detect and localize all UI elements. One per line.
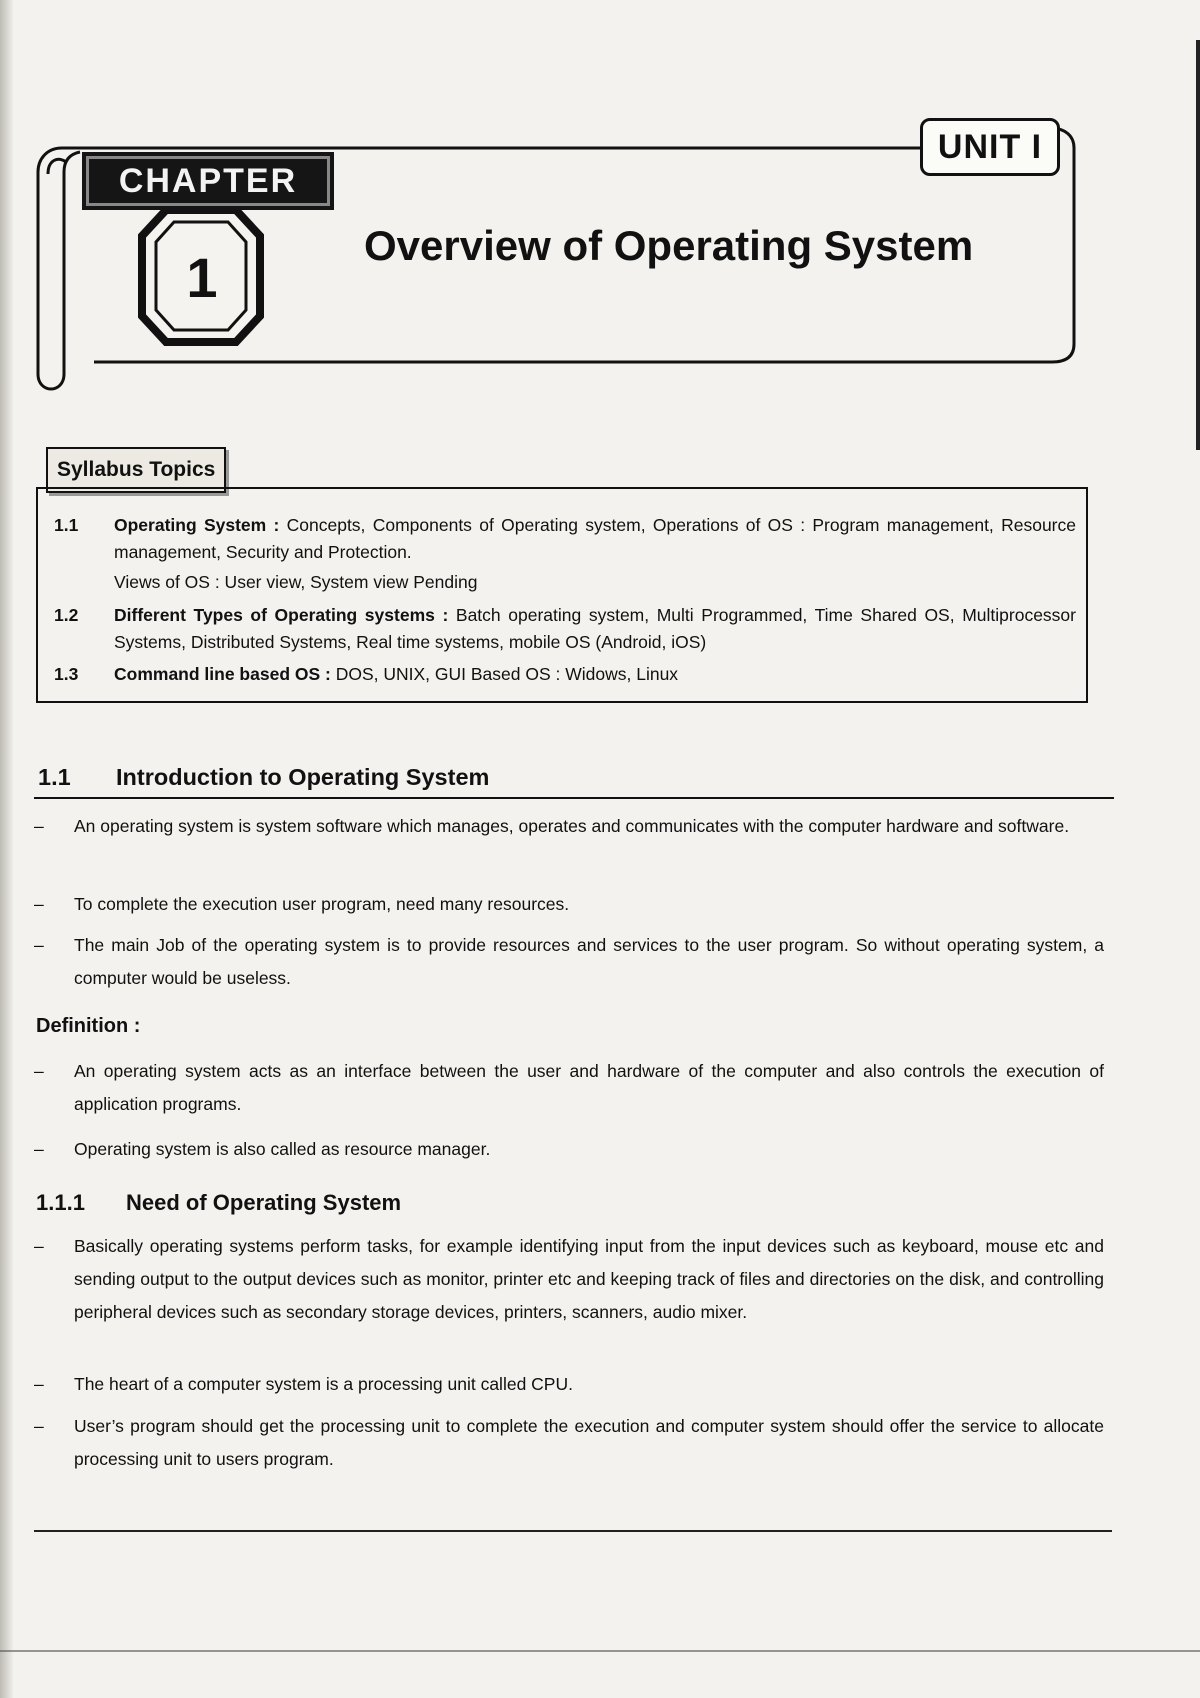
syllabus-item-number: 1.1 xyxy=(54,515,79,535)
page-left-shadow xyxy=(0,0,14,1698)
list-item-text: Basically operating systems perform tasks, for example identifying input from the input devices such as keyboard, mouse etc and sending output to the output devices such as monitor, printer etc and keeping track of files and directories on the disk, and controlling peripheral devices such as secondary storage devices, printers, scanners, audio mixer. xyxy=(74,1236,1104,1322)
section-number: 1.1 xyxy=(38,764,71,790)
subsection-number: 1.1.1 xyxy=(36,1190,85,1215)
list-item: – The main Job of the operating system is to provide resources and services to the user program. So without operating system, a computer would be useless. xyxy=(34,929,1104,995)
syllabus-item-text: Concepts, Components of Operating system, Operations of OS : Program management, Resource management, Security and Protection. xyxy=(114,515,1076,562)
syllabus-item-topic: Command line based OS : xyxy=(114,664,331,684)
scan-bottom-shadow xyxy=(0,1650,1200,1652)
chapter-number: 1 xyxy=(186,245,218,309)
list-item-text: An operating system is system software which manages, operates and communicates with the computer hardware and software. xyxy=(74,816,1070,836)
syllabus-item xyxy=(54,661,1076,688)
section-heading xyxy=(38,764,489,791)
syllabus-item xyxy=(54,602,1076,656)
definition-heading: Definition : xyxy=(36,1015,141,1037)
syllabus-heading: Syllabus Topics xyxy=(46,447,226,493)
syllabus-item-extra: Views of OS : User view, System view Pending xyxy=(114,572,478,592)
chapter-title: Overview of Operating System xyxy=(364,222,974,269)
list-item-text: The heart of a computer system is a processing unit called CPU. xyxy=(74,1374,573,1394)
syllabus-item-text: DOS, UNIX, GUI Based OS : Widows, Linux xyxy=(330,664,679,684)
section-rule xyxy=(34,797,1114,799)
syllabus-item-topic: Operating System : xyxy=(114,515,280,535)
list-item: – The heart of a computer system is a processing unit called CPU. xyxy=(34,1368,1104,1401)
list-item: – To complete the execution user program, need many resources. xyxy=(34,888,1104,921)
list-item: – An operating system is system software which manages, operates and communicates with the computer hardware and software. xyxy=(34,810,1104,843)
subsection-title: Need of Operating System xyxy=(126,1190,402,1215)
syllabus-item-text: Batch operating system, Multi Programmed, Time Shared OS, Multiprocessor Systems, Distributed Systems, Real time systems, mobile OS (Android, iOS) xyxy=(114,605,1076,652)
syllabus-box xyxy=(36,487,1088,703)
syllabus-item-number: 1.3 xyxy=(54,664,79,684)
list-item-text: Operating system is also called as resource manager. xyxy=(74,1139,491,1159)
syllabus-item xyxy=(54,512,1076,596)
list-item-text: An operating system acts as an interface between the user and hardware of the computer and also controls the execution of application programs. xyxy=(74,1061,1104,1114)
syllabus-item-topic: Different Types of Operating systems : xyxy=(114,605,449,625)
footer-rule xyxy=(34,1530,1112,1532)
list-item: – Operating system is also called as resource manager. xyxy=(34,1133,1104,1166)
unit-label: UNIT I xyxy=(920,118,1060,176)
list-item: – User’s program should get the processing unit to complete the execution and computer system should offer the service to allocate processing unit to users program. xyxy=(34,1410,1104,1476)
page-right-edge xyxy=(1196,40,1200,450)
list-item-text: The main Job of the operating system is to provide resources and services to the user program. So without operating system, a computer would be useless. xyxy=(74,935,1104,988)
chapter-label: CHAPTER xyxy=(82,152,334,210)
list-item: – An operating system acts as an interface between the user and hardware of the computer and also controls the execution of application programs. xyxy=(34,1055,1104,1121)
section-title: Introduction to Operating System xyxy=(116,764,490,790)
chapter-banner xyxy=(34,112,1092,402)
subsection-heading xyxy=(36,1190,401,1216)
list-item: – Basically operating systems perform tasks, for example identifying input from the input devices such as keyboard, mouse etc and sending output to the output devices such as monitor, printer etc and keeping track of files and directories on the disk, and controlling peripheral devices such as secondary storage devices, printers, scanners, audio mixer. xyxy=(34,1230,1104,1329)
list-item-text: To complete the execution user program, need many resources. xyxy=(74,894,570,914)
list-item-text: User’s program should get the processing unit to complete the execution and computer system should offer the service to allocate processing unit to users program. xyxy=(74,1416,1104,1469)
syllabus-item-number: 1.2 xyxy=(54,605,79,625)
